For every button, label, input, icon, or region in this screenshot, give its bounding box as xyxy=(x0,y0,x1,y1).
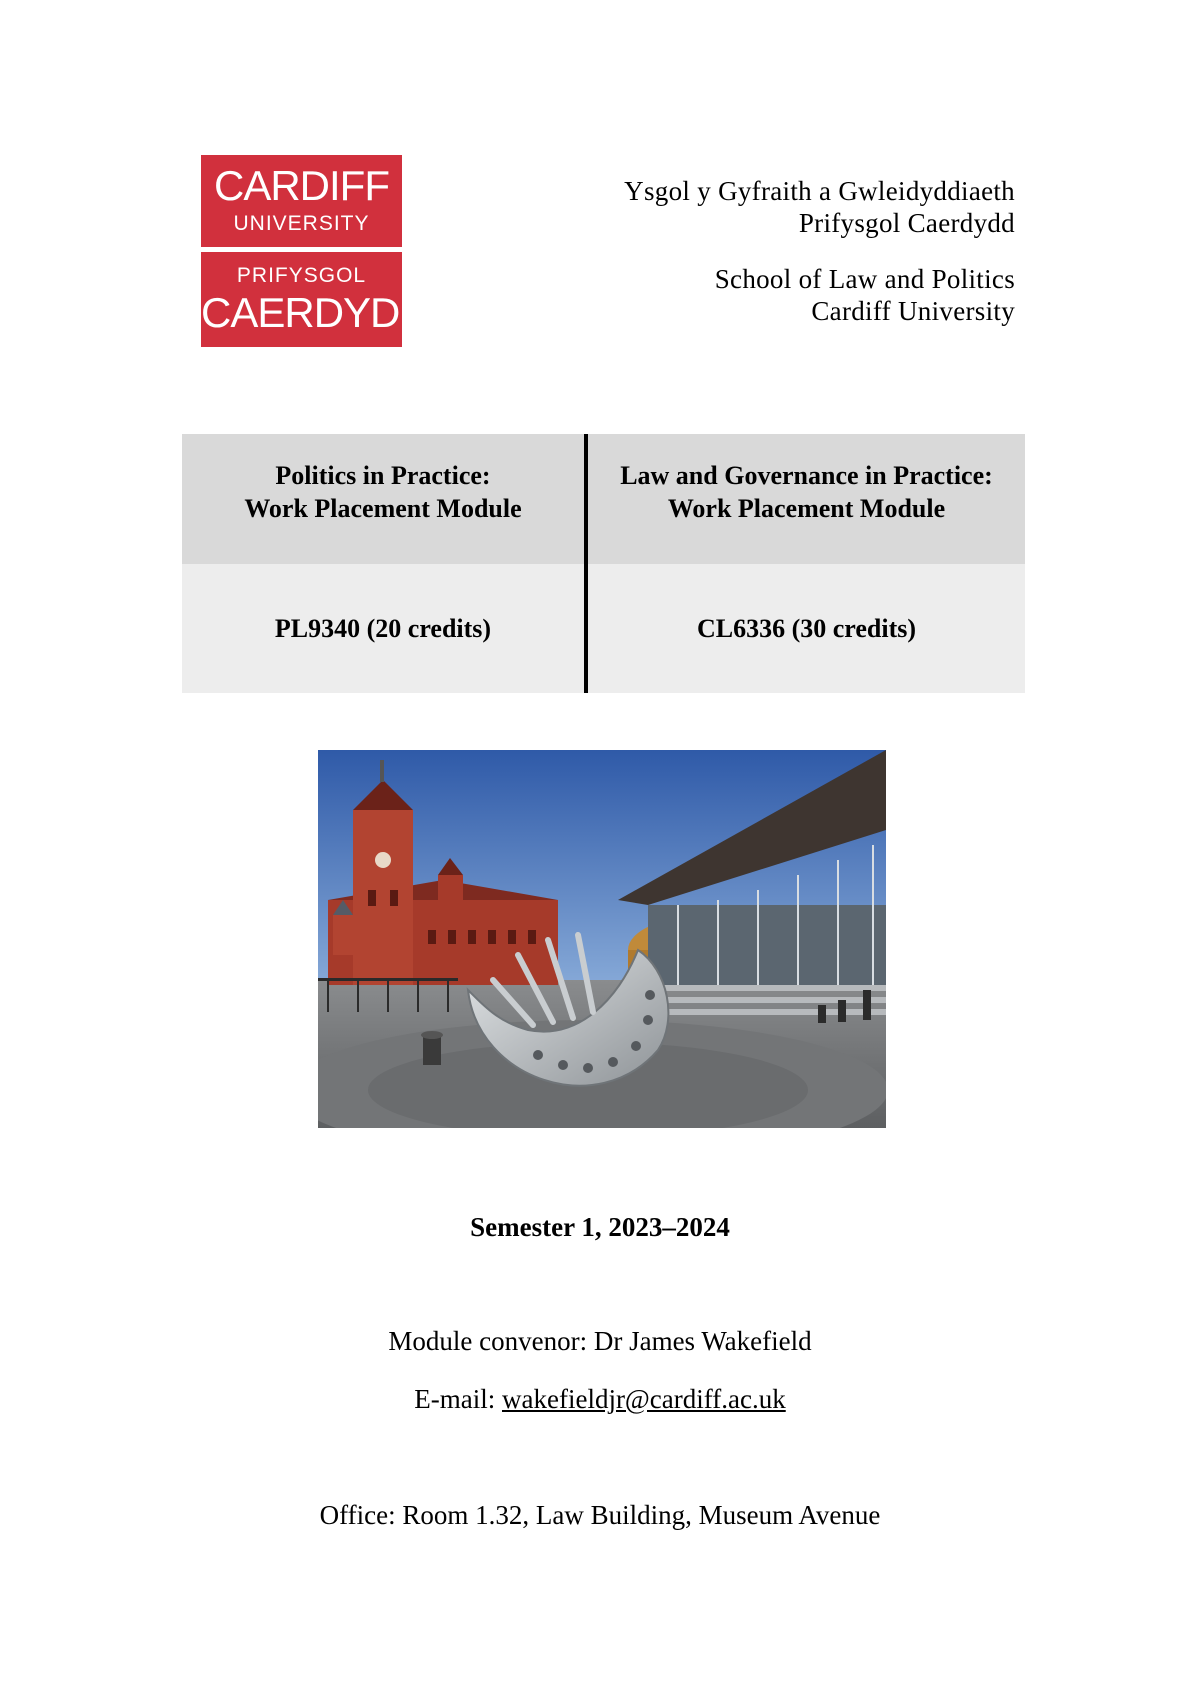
logo-divider xyxy=(201,247,402,252)
module-title-line1: Politics in Practice: xyxy=(275,461,491,490)
module-title-cell-right xyxy=(588,434,1025,564)
university-english-name: Cardiff University xyxy=(811,296,1015,326)
module-title-line1: Law and Governance in Practice: xyxy=(620,461,993,490)
logo-top-band xyxy=(201,162,402,235)
module-code: CL6336 (30 credits) xyxy=(696,614,917,643)
logo-cardiff-text: CARDIFF xyxy=(214,162,389,209)
logo-prifysgol-text: PRIFYSGOL xyxy=(236,264,367,287)
module-code: PL9340 (20 credits) xyxy=(274,614,492,643)
logo-university-text: UNIVERSITY xyxy=(233,212,370,235)
cardiff-university-logo xyxy=(201,155,429,347)
module-code-cell-left xyxy=(182,564,584,693)
school-welsh-name: Ysgol y Gyfraith a Gwleidyddiaeth xyxy=(624,176,1015,206)
module-title-line2: Work Placement Module xyxy=(667,494,946,523)
school-english-name: School of Law and Politics xyxy=(714,264,1015,294)
module-title-cell-left xyxy=(182,434,584,564)
cardiff-bay-photo xyxy=(318,750,886,1128)
module-code-cell-right xyxy=(588,564,1025,693)
office-location: Office: Room 1.32, Law Building, Museum Avenue xyxy=(319,1500,881,1530)
email-label: E-mail: xyxy=(414,1384,502,1414)
logo-bottom-band xyxy=(201,264,429,336)
email-line xyxy=(0,1384,1200,1415)
semester-heading: Semester 1, 2023–2024 xyxy=(470,1212,730,1242)
module-table xyxy=(182,434,1025,693)
cardiff-bay-illustration xyxy=(318,750,886,1128)
module-title-line2: Work Placement Module xyxy=(244,494,522,523)
table-column-divider xyxy=(584,434,588,693)
logo-caerdydd-text: CAERDYDD xyxy=(201,289,429,336)
module-convenor: Module convenor: Dr James Wakefield xyxy=(388,1326,812,1356)
university-welsh-name: Prifysgol Caerdydd xyxy=(798,208,1015,238)
spacer xyxy=(624,239,1015,263)
school-name-block xyxy=(624,175,1015,327)
email-link[interactable]: wakefieldjr@cardiff.ac.uk xyxy=(502,1384,786,1414)
